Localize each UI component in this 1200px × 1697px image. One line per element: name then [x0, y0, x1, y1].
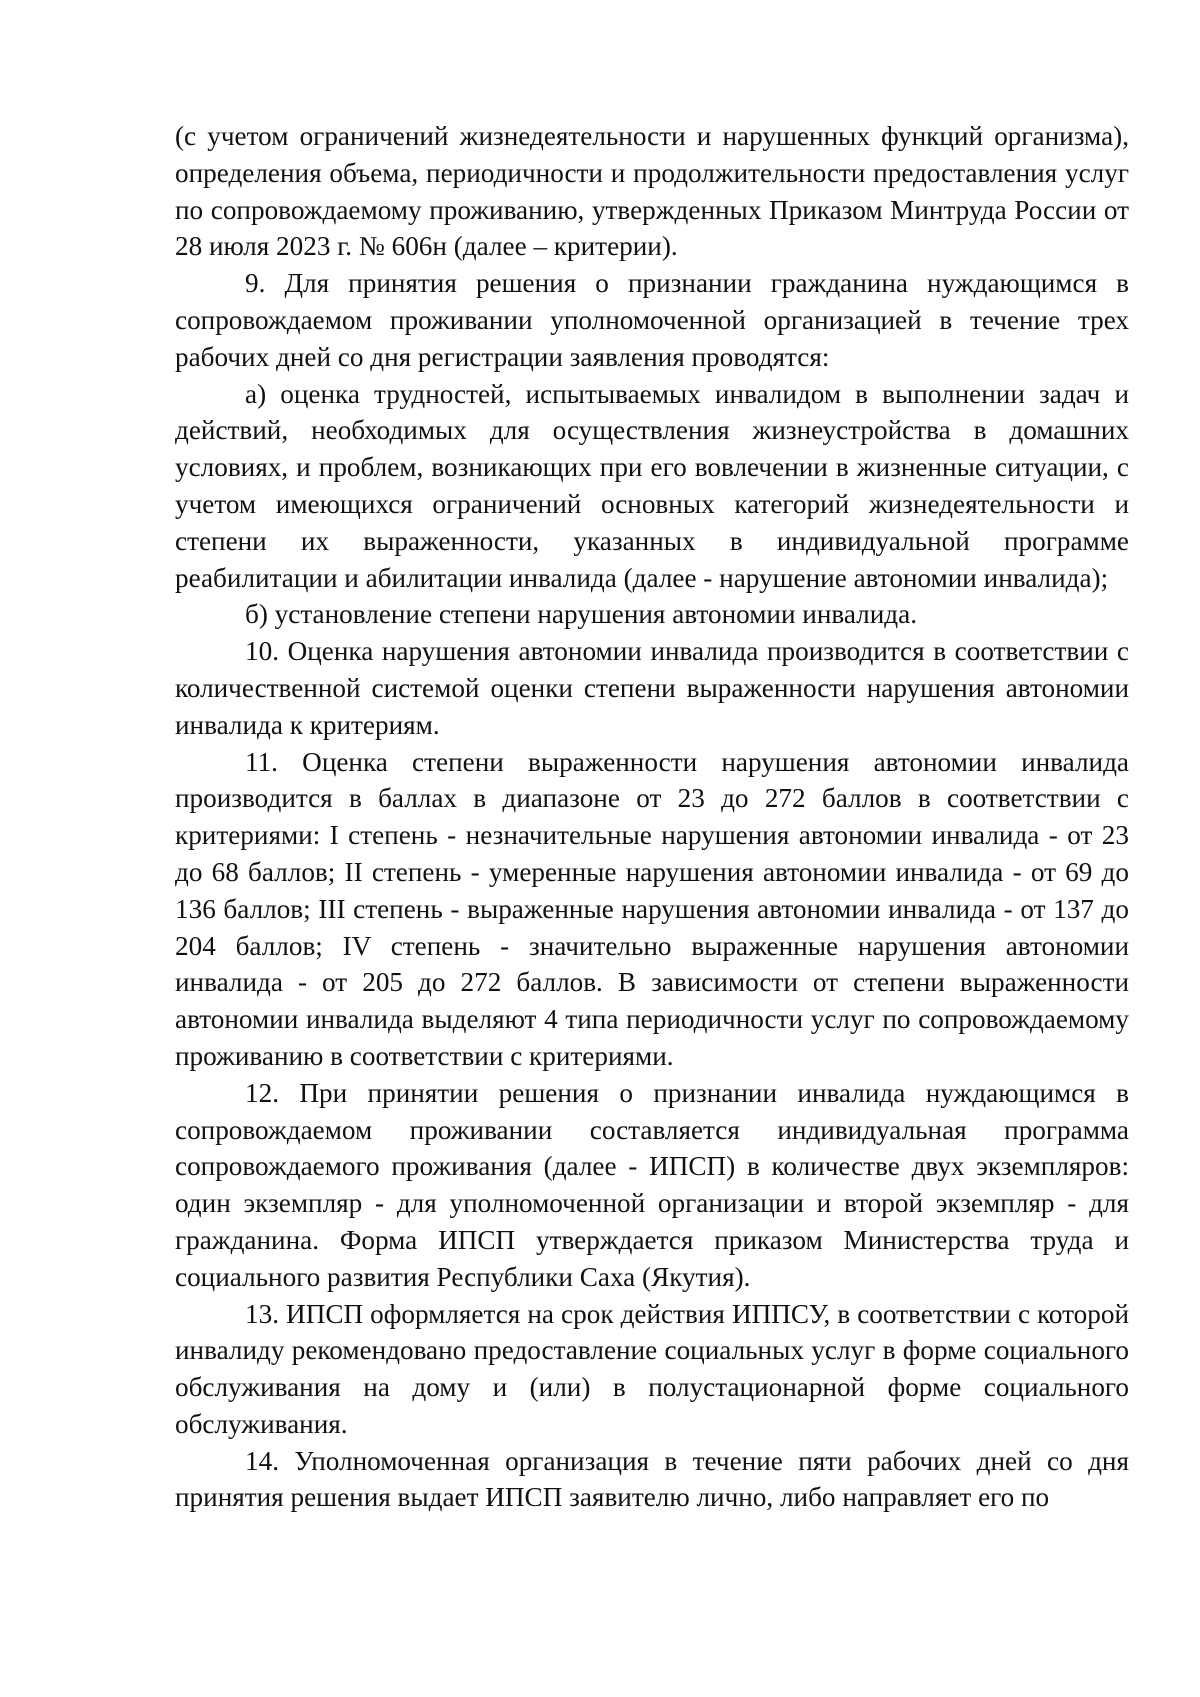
paragraph-9b: б) установление степени нарушения автономии инвалида.: [245, 599, 917, 630]
paragraph-11: 11. Оценка степени выраженности нарушения автономии инвалида производится в баллах в диапазоне от 23 до 272 баллов в соответствии с критериями: I степень - незначительные нарушения автономии инвалида - от 23 до 68 баллов; II степень - умеренные нарушения автономии инвалида - от 69 до 136 баллов; III степень - выраженные нарушения автономии инвалида - от 137 до 204 баллов; IV степень - значительно выраженные нарушения автономии инвалида - от 205 до 272 баллов. В зависимости от степени выраженности автономии инвалида выделяют 4 типа периодичности услуг по сопровождаемому проживанию в соответствии с критериями.: [175, 746, 1129, 1071]
paragraph-13: 13. ИПСП оформляется на срок действия ИППСУ, в соответствии с которой инвалиду рекомендовано предоставление социальных услуг в форме социального обслуживания на дому и (или) в полустационарной форме социального обслуживания.: [175, 1298, 1129, 1439]
paragraph-9: 9. Для принятия решения о признании гражданина нуждающимся в сопровождаемом проживании уполномоченной организацией в течение трех рабочих дней со дня регистрации заявления проводятся:: [175, 268, 1129, 372]
paragraph-12: 12. При принятии решения о признании инвалида нуждающимся в сопровождаемом проживании составляется индивидуальная программа сопровождаемого проживания (далее - ИПСП) в количестве двух экземпляров: один экземпляр - для уполномоченной организации и второй экземпляр - для гражданина. Форма ИПСП утверждается приказом Министерства труда и социального развития Республики Саха (Якутия).: [175, 1077, 1129, 1292]
paragraph-9a: а) оценка трудностей, испытываемых инвалидом в выполнении задач и действий, необходимых для осуществления жизнеустройства в домашних условиях, и проблем, возникающих при его вовлечении в жизненные ситуации, с учетом имеющихся ограничений основных категорий жизнедеятельности и степени их выраженности, указанных в индивидуальной программе реабилитации и абилитации инвалида (далее - нарушение автономии инвалида);: [175, 378, 1129, 593]
paragraph-10: 10. Оценка нарушения автономии инвалида производится в соответствии с количественной системой оценки степени выраженности нарушения автономии инвалида к критериям.: [175, 636, 1129, 740]
paragraph-14: 14. Уполномоченная организация в течение пяти рабочих дней со дня принятия решения выдает ИПСП заявителю лично, либо направляет его по: [175, 1445, 1129, 1513]
document-body: [175, 118, 1129, 1516]
paragraph-criteria-continuation: (с учетом ограничений жизнедеятельности и нарушенных функций организма), определения объема, периодичности и продолжительности предоставления услуг по сопровождаемому проживанию, утвержденных Приказом Минтруда России от 28 июля 2023 г. № 606н (далее – критерии).: [175, 121, 1129, 262]
